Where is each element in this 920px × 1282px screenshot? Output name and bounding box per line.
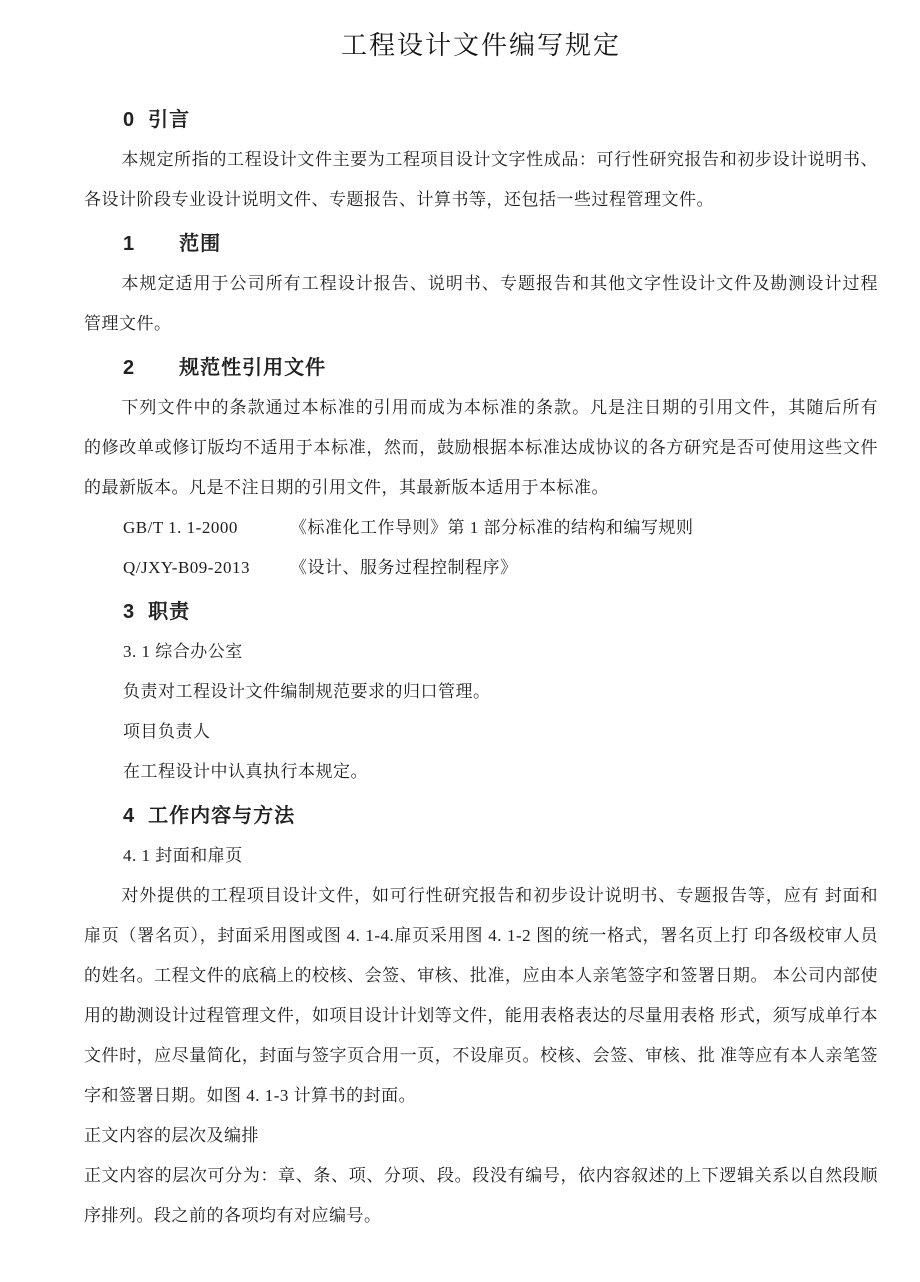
body-levels-paragraph: 正文内容的层次可分为：章、条、项、分项、段。段没有编号，依内容叙述的上下逻辑关系以自然段顺 序排列。段之前的各项均有对应编号。 [84, 1166, 878, 1225]
reference-code-gbt: GB/T 1. 1-2000 [123, 518, 238, 537]
section-number-3: 3 [123, 601, 136, 623]
section-2-paragraph: 下列文件中的条款通过本标准的引用而成为本标准的条款。凡是注日期的引用文件，其随后所有 的修改单或修订版均不适用于本标准，然而，鼓励根据本标准达成协议的各方研究是否可使用这些文件 的最新版本。凡是不注日期的引用文件，其最新版本适用于本标准。 [84, 398, 878, 497]
section-1-paragraph: 本规定适用于公司所有工程设计报告、说明书、专题报告和其他文字性设计文件及勘测设计过程 管理文件。 [84, 274, 878, 333]
body-levels-heading: 正文内容的层次及编排 [84, 1126, 259, 1145]
section-label-1: 范围 [179, 233, 222, 255]
section-number-2: 2 [123, 357, 136, 379]
section-number-4: 4 [123, 805, 136, 827]
section-heading-0 [123, 100, 878, 140]
section-label-4: 工作内容与方法 [148, 805, 296, 827]
section-heading-3 [123, 592, 878, 632]
clause-3-1-duty: 负责对工程设计文件编制规范要求的归口管理。 [123, 682, 491, 701]
reference-title-qjxy: 《设计、服务过程控制程序》 [290, 558, 518, 577]
section-heading-4 [123, 796, 878, 836]
section-label-2: 规范性引用文件 [179, 357, 327, 379]
section-label-3: 职责 [148, 601, 191, 623]
section-heading-1 [123, 224, 878, 264]
reference-line-qjxy [123, 548, 878, 588]
reference-line-gbt [123, 508, 878, 548]
clause-3-1-heading: 3. 1 综合办公室 [123, 642, 243, 661]
section-label-0: 引言 [148, 109, 191, 131]
document-title: 工程设计文件编写规定 [340, 31, 621, 60]
section-0-paragraph: 本规定所指的工程设计文件主要为工程项目设计文字性成品：可行性研究报告和初步设计说明书、 各设计阶段专业设计说明文件、专题报告、计算书等，还包括一些过程管理文件。 [84, 150, 878, 209]
clause-3-role-duty: 在工程设计中认真执行本规定。 [123, 762, 368, 781]
section-number-1: 1 [123, 233, 136, 255]
section-4-paragraph: 对外提供的工程项目设计文件，如可行性研究报告和初步设计说明书、专题报告等，应有 封面和扉页（署名页），封面采用图或图 4. 1-4.扉页采用图 4. 1-2 图的统一格式，署名页上打 印各级校审人员的姓名。工程文件的底稿上的校核、会签、审核、批准，应由本人亲笔签字和签署日期。 本公司内部使用的勘测设计过程管理文件，如项目设计计划等文件，能用表格表达的尽量用表格 形式，须写成单行本文件时，应尽量简化，封面与签字页合用一页，不设扉页。校核、会签、审核、批 准等应有本人亲笔签字和签署日期。如图 4. 1-3 计算书的封面。 [84, 886, 878, 1105]
section-number-0: 0 [123, 109, 136, 131]
clause-3-role: 项目负责人 [123, 722, 211, 741]
reference-title-gbt: 《标准化工作导则》第 1 部分标准的结构和编写规则 [290, 518, 694, 537]
reference-code-qjxy: Q/JXY-B09-2013 [123, 558, 250, 577]
section-heading-2 [123, 348, 878, 388]
clause-4-1-heading: 4. 1 封面和扉页 [123, 846, 243, 865]
